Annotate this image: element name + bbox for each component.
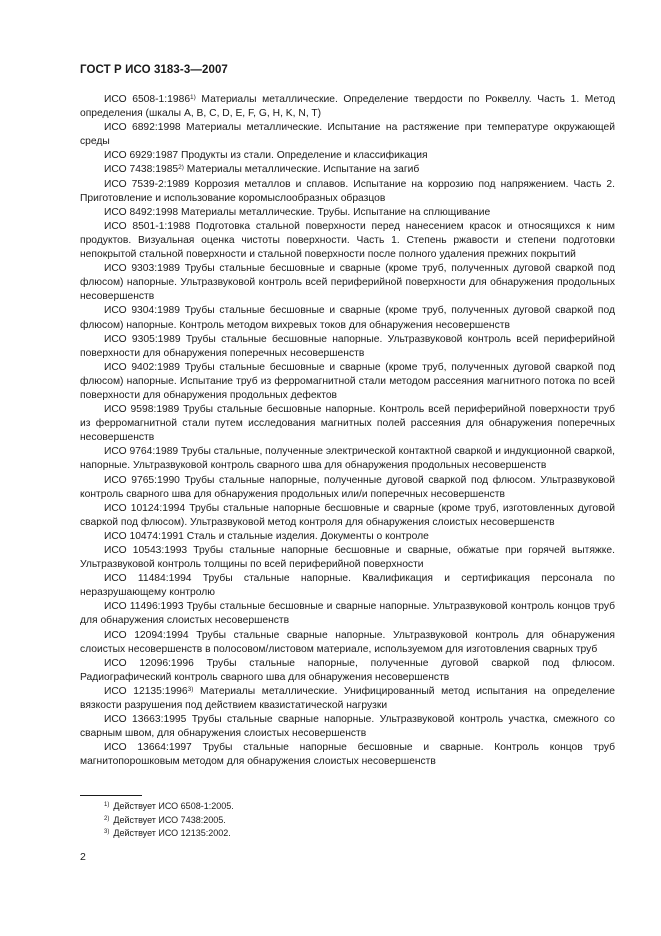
reference-code: ИСО 13664:1997 bbox=[104, 742, 192, 754]
reference-code: ИСО 8501-1:1988 bbox=[104, 220, 191, 232]
reference-code: ИСО 9598:1989 bbox=[104, 404, 180, 416]
reference-code: ИСО 10543:1993 bbox=[104, 545, 188, 556]
footnote-marker: 2) bbox=[178, 164, 184, 172]
reference-title: Трубы стальные бесшовные и сварные (кроме труб, полученных дуговой сваркой под флюсом) напорные. Ультразвуковой контроль всей периферийной поверхности для обнаружения продольных несовершенств bbox=[80, 263, 616, 303]
reference-item bbox=[80, 403, 615, 445]
reference-code: ИСО 9402:1989 bbox=[104, 361, 181, 373]
reference-code: ИСО 11484:1994 bbox=[104, 573, 192, 585]
footnote-text: Действует ИСО 6508-1:2005. bbox=[113, 801, 234, 811]
reference-item bbox=[80, 262, 615, 304]
reference-item bbox=[80, 713, 615, 741]
reference-title: Подготовка стальной поверхности перед нанесением красок и относящихся к ним продуктов. Визуальная оценка чистоты поверхности. Часть 1. Степень ржавости и степени подготовки непокрытой стальной поверхности и стальной поверхности после полного удаления прежних покрытий bbox=[80, 220, 615, 261]
reference-title: Трубы стальные бесшовные и сварные (кроме труб, полученных дуговой сваркой под флюсом) напорные. Контроль методом вихревых токов для обнаружения несовершенств bbox=[80, 305, 616, 331]
reference-title: Трубы стальные напорные. Квалификация и сертификация персонала по неразрушающему контролю bbox=[80, 573, 615, 599]
reference-code: ИСО 9304:1989 bbox=[104, 305, 181, 317]
reference-item bbox=[80, 544, 615, 572]
footnote-item bbox=[104, 827, 234, 841]
reference-title: Трубы стальные сварные напорные. Ультразвуковой контроль участка, смежного со сварным швом, для обнаружения слоистых несовершенств bbox=[80, 714, 615, 740]
reference-title: Материалы металлические. Испытание на растяжение при температуре окружающей среды bbox=[80, 122, 615, 148]
reference-code: ИСО 10474:1991 bbox=[104, 530, 184, 542]
reference-title: Материалы металлические. Определение твердости по Роквеллу. Часть 1. Метод определения (шкалы A, B, C, D, E, F, G, H, K, N, T) bbox=[80, 94, 615, 120]
reference-item bbox=[80, 629, 615, 657]
reference-code: ИСО 7438:1985 bbox=[104, 164, 179, 176]
reference-title: Коррозия металлов и сплавов. Испытание на коррозию под напряжением. Часть 2. Приготовление и использование коромыслообразных образцов bbox=[80, 178, 615, 204]
reference-title: Материалы металлические. Унифицированный метод испытания на определение вязкости разрушения под действием квазистатической нагрузки bbox=[80, 685, 615, 712]
reference-title: Трубы стальные бесшовные и сварные напорные. Ультразвуковой контроль концов труб для обнаружения слоистых несовершенств bbox=[80, 601, 616, 627]
reference-code: ИСО 12135:1996 bbox=[104, 685, 188, 697]
footnotes bbox=[104, 800, 234, 841]
reference-item bbox=[80, 572, 615, 600]
reference-item bbox=[80, 149, 615, 163]
reference-title: Трубы стальные напорные, полученные дуговой сваркой под флюсом. Ультразвуковой контроль сварного шва для обнаружения продольных или/и поперечных несовершенств bbox=[80, 474, 616, 500]
reference-item bbox=[80, 474, 615, 502]
reference-code: ИСО 6929:1987 bbox=[104, 150, 179, 162]
reference-item bbox=[80, 220, 615, 262]
reference-title: Трубы стальные напорные, полученные дуговой сваркой под флюсом. Радиографический контроль сварного шва для обнаружения несовершенств bbox=[80, 657, 615, 683]
reference-code: ИСО 7539-2:1989 bbox=[104, 178, 190, 190]
reference-code: ИСО 12096:1996 bbox=[104, 657, 194, 669]
reference-code: ИСО 8492:1998 bbox=[104, 206, 179, 218]
reference-item bbox=[80, 530, 615, 544]
footnote-mark: 1) bbox=[104, 802, 110, 808]
reference-code: ИСО 10124:1994 bbox=[104, 502, 186, 514]
reference-title: Трубы стальные бесшовные и сварные (кроме труб, полученных дуговой сваркой под флюсом) напорные. Испытание труб из ферромагнитной стали методом рассеяния магнитного потока по всей поверхности для обнаружения продольных дефектов bbox=[80, 361, 616, 401]
reference-title: Трубы стальные сварные напорные. Ультразвуковой контроль для обнаружения слоистых несовершенств в полосовом/листовом материале, используемом для изготовления сварных труб bbox=[80, 629, 615, 655]
reference-item bbox=[80, 121, 615, 149]
reference-title: Материалы металлические. Испытание на загиб bbox=[183, 164, 420, 176]
reference-code: ИСО 13663:1995 bbox=[104, 714, 187, 726]
reference-item bbox=[80, 657, 615, 685]
reference-item bbox=[80, 361, 615, 403]
reference-code: ИСО 9765:1990 bbox=[104, 474, 180, 486]
reference-item bbox=[80, 163, 615, 177]
reference-title: Трубы стальные напорные бесшовные и сварные. Контроль концов труб магнитопорошковым методом для обнаружения слоистых несовершенств bbox=[80, 742, 616, 768]
document-header: ГОСТ Р ИСО 3183-3—2007 bbox=[80, 64, 228, 76]
reference-item bbox=[80, 685, 615, 713]
footnote-text: Действует ИСО 12135:2002. bbox=[113, 828, 231, 838]
footnote-mark: 3) bbox=[104, 829, 110, 835]
footnote-mark: 2) bbox=[104, 815, 110, 822]
reference-code: ИСО 11496:1993 bbox=[104, 601, 184, 613]
reference-item bbox=[80, 333, 615, 361]
reference-item bbox=[80, 304, 615, 332]
reference-title: Сталь и стальные изделия. Документы о контроле bbox=[183, 530, 429, 542]
reference-code: ИСО 12094:1994 bbox=[104, 629, 189, 641]
reference-title: Материалы металлические. Трубы. Испытание на сплющивание bbox=[178, 206, 491, 218]
reference-item bbox=[80, 93, 615, 121]
reference-title: Трубы стальные, полученные электрической контактной сваркой и индукционной сваркой, напорные. Ультразвуковой контроль сварного шва для обнаружения продольных несовершенств bbox=[80, 446, 616, 472]
reference-item bbox=[80, 206, 615, 220]
reference-title: Трубы стальные напорные бесшовные и сварные, обжатые при горячей вытяжке. Ультразвуковой контроль толщины по всей периферийной поверхности bbox=[80, 545, 616, 571]
reference-code: ИСО 9764:1989 bbox=[104, 446, 179, 458]
page-number: 2 bbox=[80, 851, 86, 863]
footnote-item bbox=[104, 800, 234, 814]
reference-item bbox=[80, 445, 615, 473]
footnote-item bbox=[104, 814, 234, 828]
reference-title: Трубы стальные бесшовные напорные. Контроль всей периферийной поверхности труб из ферромагнитной стали путем исследования магнитных полей рассеяния для обнаружения поперечных несовершенств bbox=[80, 404, 615, 444]
normative-references bbox=[80, 93, 615, 770]
reference-code: ИСО 9305:1989 bbox=[104, 333, 181, 345]
reference-item bbox=[80, 178, 615, 206]
footnote-marker: 1) bbox=[190, 94, 196, 101]
reference-item bbox=[80, 600, 615, 628]
footnote-separator bbox=[80, 795, 142, 796]
reference-title: Продукты из стали. Определение и классификация bbox=[178, 150, 428, 162]
reference-title: Трубы стальные бесшовные напорные. Ультразвуковой контроль всей периферийной поверхности для обнаружения поперечных несовершенств bbox=[80, 333, 616, 359]
reference-item bbox=[80, 502, 615, 530]
footnote-marker: 3) bbox=[187, 685, 194, 693]
reference-code: ИСО 6508-1:1986 bbox=[104, 94, 191, 105]
reference-title: Трубы стальные напорные бесшовные и сварные (кроме труб, изготовленных дуговой сваркой под флюсом). Ультразвуковой метод контроля для обнаружения слоистых несовершенств bbox=[80, 502, 615, 528]
reference-code: ИСО 6892:1998 bbox=[104, 122, 181, 134]
reference-code: ИСО 9303:1989 bbox=[104, 263, 181, 275]
reference-item bbox=[80, 741, 615, 769]
footnote-text: Действует ИСО 7438:2005. bbox=[113, 814, 226, 825]
